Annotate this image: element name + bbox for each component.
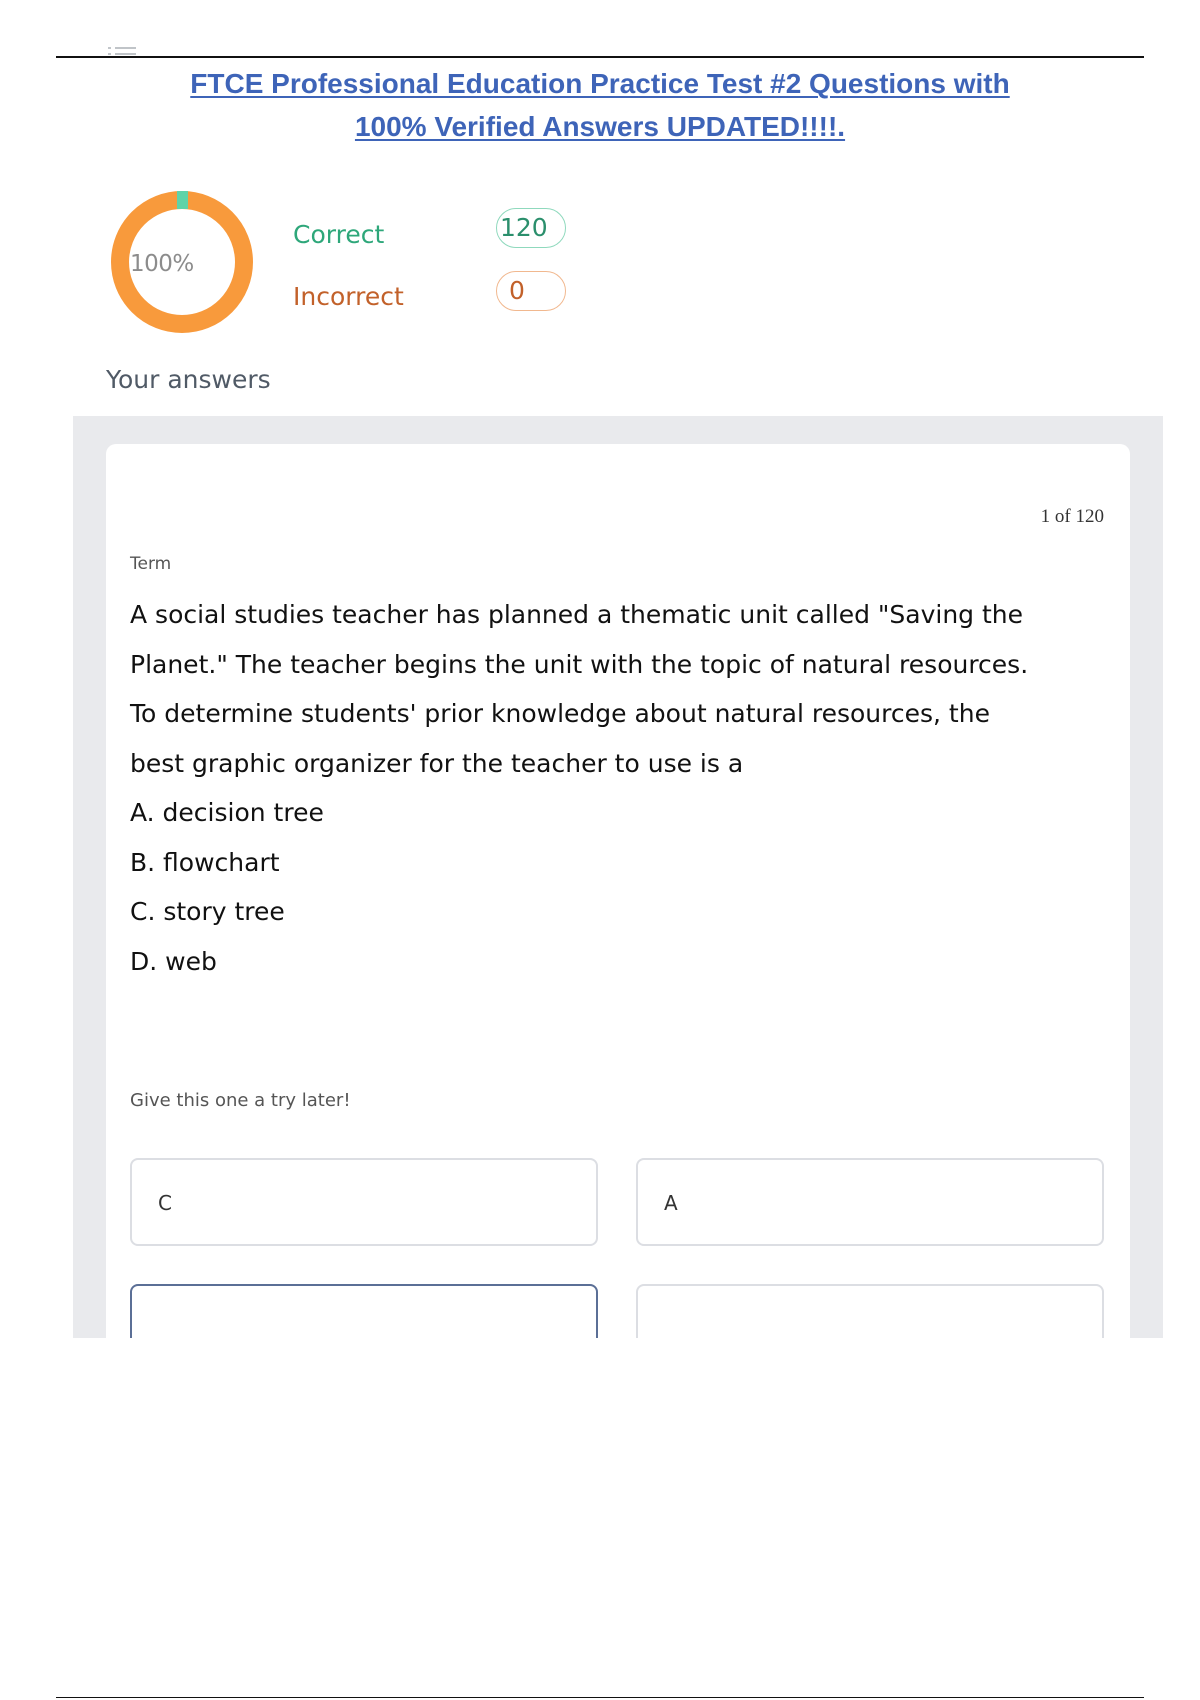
try-later-hint: Give this one a try later! xyxy=(130,1090,351,1111)
answer-option-1[interactable]: C xyxy=(130,1158,598,1246)
document-title-line-1: FTCE Professional Education Practice Test #2 Questions with xyxy=(190,68,1010,99)
score-percent: 100% xyxy=(130,251,194,277)
term-label: Term xyxy=(130,554,172,574)
question-text xyxy=(130,590,1120,986)
menu-icon xyxy=(108,46,136,56)
question-line: Planet." The teacher begins the unit with the topic of natural resources. xyxy=(130,649,1029,679)
answer-choice: D. web xyxy=(130,946,217,976)
document-title-line-2: 100% Verified Answers UPDATED!!!!. xyxy=(354,111,846,142)
incorrect-count-badge: 0 xyxy=(496,271,566,311)
question-line: A social studies teacher has planned a thematic unit called "Saving the xyxy=(130,600,1024,629)
donut-accent xyxy=(177,191,188,209)
question-line: best graphic organizer for the teacher to use is a xyxy=(130,748,744,778)
bottom-rule xyxy=(56,1697,1144,1698)
answers-area xyxy=(73,416,1163,1338)
question-counter: 1 of 120 xyxy=(1040,506,1104,527)
answer-choice: A. decision tree xyxy=(130,798,324,827)
question-line: To determine students' prior knowledge about natural resources, the xyxy=(130,699,990,728)
answer-choice: B. flowchart xyxy=(130,847,280,877)
answer-choice: C. story tree xyxy=(130,897,285,926)
question-card xyxy=(106,444,1130,1338)
answer-option-3[interactable] xyxy=(130,1284,598,1338)
answer-option-4[interactable] xyxy=(636,1284,1104,1338)
top-rule xyxy=(56,56,1144,58)
document-title xyxy=(100,62,1100,148)
answer-option-2[interactable]: A xyxy=(636,1158,1104,1246)
correct-count-badge: 120 xyxy=(496,208,566,248)
your-answers-heading: Your answers xyxy=(106,365,271,394)
correct-label: Correct xyxy=(293,220,385,249)
incorrect-label: Incorrect xyxy=(293,282,404,311)
